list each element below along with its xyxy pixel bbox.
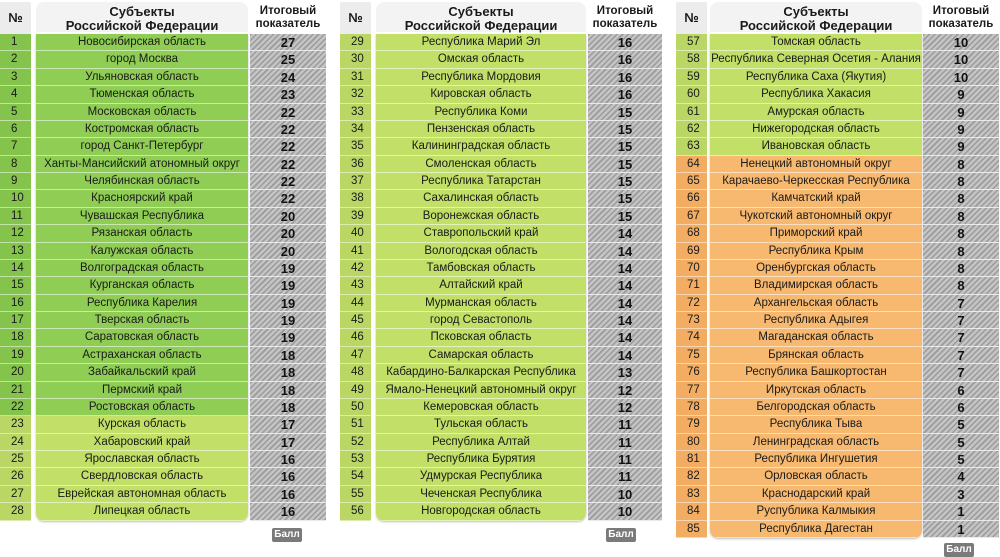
score-value: 16 <box>588 51 662 68</box>
score-unit-label: Балл <box>272 528 302 542</box>
subject-name: Воронежская область <box>376 208 586 225</box>
score-value: 14 <box>588 277 662 294</box>
row-number: 16 <box>0 295 31 312</box>
subject-name: Еврейская автономная область <box>36 486 248 503</box>
row-number: 60 <box>676 86 707 103</box>
score-value: 15 <box>588 104 662 121</box>
subject-name: Руспублика Калмыкия <box>710 503 922 520</box>
row-number: 82 <box>676 468 707 485</box>
row-number: 28 <box>0 503 31 520</box>
subject-name: Республика Северная Осетия - Алания <box>710 51 922 68</box>
score-value: 11 <box>588 468 662 485</box>
score-header <box>588 2 662 34</box>
score-value: 16 <box>588 69 662 86</box>
row-number: 72 <box>676 295 707 312</box>
subject-name: Оренбургская область <box>710 260 922 277</box>
row-number: 14 <box>0 260 31 277</box>
row-number: 79 <box>676 416 707 433</box>
score-value: 8 <box>923 243 999 260</box>
score-header-line: показатель <box>255 18 321 30</box>
row-number: 6 <box>0 121 31 138</box>
row-number: 32 <box>340 86 371 103</box>
subject-name: Республика Дагестан <box>710 521 922 538</box>
score-value: 22 <box>250 121 326 138</box>
score-column <box>923 34 999 538</box>
score-value: 27 <box>250 34 326 51</box>
score-value: 17 <box>250 434 326 451</box>
subject-name: Краснодарский край <box>710 486 922 503</box>
score-column <box>588 34 662 521</box>
score-value: 7 <box>923 312 999 329</box>
score-value: 16 <box>250 468 326 485</box>
row-number: 74 <box>676 329 707 346</box>
score-value: 8 <box>923 156 999 173</box>
score-value: 15 <box>588 156 662 173</box>
subject-name: Астраханская область <box>36 347 248 364</box>
row-number: 40 <box>340 225 371 242</box>
row-number: 39 <box>340 208 371 225</box>
table-block-3 <box>676 0 1000 557</box>
score-value: 12 <box>588 399 662 416</box>
score-value: 10 <box>923 51 999 68</box>
score-value: 4 <box>923 468 999 485</box>
score-value: 15 <box>588 190 662 207</box>
subject-name: Удмурская Республика <box>376 468 586 485</box>
subject-name: Республика Марий Эл <box>376 34 586 51</box>
subject-name: Калужская область <box>36 243 248 260</box>
score-value: 14 <box>588 295 662 312</box>
score-value: 22 <box>250 104 326 121</box>
subject-name: Приморский край <box>710 225 922 242</box>
subject-name: Новосибирская область <box>36 34 248 51</box>
score-value: 8 <box>923 277 999 294</box>
score-value: 11 <box>588 434 662 451</box>
subject-name: Костромская область <box>36 121 248 138</box>
row-number: 43 <box>340 277 371 294</box>
score-header-line: Итоговый <box>596 5 654 17</box>
subject-column <box>36 34 248 521</box>
subject-name: Алтайский край <box>376 277 586 294</box>
row-number: 65 <box>676 173 707 190</box>
subject-name: Ростовская область <box>36 399 248 416</box>
subject-name: Смоленская область <box>376 156 586 173</box>
row-number: 1 <box>0 34 31 51</box>
score-column <box>250 34 326 521</box>
row-number: 20 <box>0 364 31 381</box>
row-number: 61 <box>676 104 707 121</box>
subject-name: Калининградская область <box>376 138 586 155</box>
subject-name: Чукотский автономный округ <box>710 208 922 225</box>
score-value: 19 <box>250 260 326 277</box>
row-number: 23 <box>0 416 31 433</box>
row-number: 13 <box>0 243 31 260</box>
score-value: 10 <box>923 69 999 86</box>
row-number: 33 <box>340 104 371 121</box>
row-number: 17 <box>0 312 31 329</box>
row-number: 77 <box>676 382 707 399</box>
row-number: 85 <box>676 521 707 538</box>
subject-name: Рязанская область <box>36 225 248 242</box>
row-number: 44 <box>340 295 371 312</box>
score-value: 22 <box>250 173 326 190</box>
subject-name: Новгородская область <box>376 503 586 520</box>
subject-header <box>710 2 922 32</box>
row-number: 29 <box>340 34 371 51</box>
row-number: 68 <box>676 225 707 242</box>
subject-name: Ставропольский край <box>376 225 586 242</box>
score-value: 10 <box>923 34 999 51</box>
score-value: 15 <box>588 208 662 225</box>
subject-name: Ленинградская область <box>710 434 922 451</box>
score-value: 15 <box>588 121 662 138</box>
row-number: 4 <box>0 86 31 103</box>
score-value: 19 <box>250 295 326 312</box>
subject-column <box>376 34 586 521</box>
score-value: 5 <box>923 434 999 451</box>
subject-name: город Севастополь <box>376 312 586 329</box>
row-number: 70 <box>676 260 707 277</box>
subject-name: Ненецкий автономный округ <box>710 156 922 173</box>
row-number: 11 <box>0 208 31 225</box>
row-number: 19 <box>0 347 31 364</box>
subject-name: Республика Хакасия <box>710 86 922 103</box>
subject-name: Республика Бурятия <box>376 451 586 468</box>
score-value: 6 <box>923 399 999 416</box>
row-number: 36 <box>340 156 371 173</box>
subject-name: Республика Крым <box>710 243 922 260</box>
table-block-1 <box>0 0 326 557</box>
score-value: 18 <box>250 382 326 399</box>
row-number: 66 <box>676 190 707 207</box>
row-number: 47 <box>340 347 371 364</box>
score-value: 16 <box>250 503 326 520</box>
score-unit-label: Балл <box>606 528 636 542</box>
subject-name: Забайкальский край <box>36 364 248 381</box>
row-number: 51 <box>340 416 371 433</box>
score-header-line: показатель <box>592 18 658 30</box>
subject-header <box>376 2 586 32</box>
score-value: 14 <box>588 347 662 364</box>
subject-name: Республика Татарстан <box>376 173 586 190</box>
row-number: 41 <box>340 243 371 260</box>
score-value: 8 <box>923 190 999 207</box>
score-value: 8 <box>923 225 999 242</box>
row-number: 42 <box>340 260 371 277</box>
subject-name: Республика Тыва <box>710 416 922 433</box>
row-number: 57 <box>676 34 707 51</box>
subject-name: Красноярский край <box>36 190 248 207</box>
score-value: 22 <box>250 138 326 155</box>
row-number: 81 <box>676 451 707 468</box>
row-number: 46 <box>340 329 371 346</box>
score-value: 18 <box>250 399 326 416</box>
row-number: 67 <box>676 208 707 225</box>
subject-header-line: Субъекты <box>448 4 514 19</box>
subject-name: Республика Адыгея <box>710 312 922 329</box>
subject-name: Республика Саха (Якутия) <box>710 69 922 86</box>
subject-name: Владимирская область <box>710 277 922 294</box>
score-header-line: Итоговый <box>259 5 317 17</box>
subject-name: Брянская область <box>710 347 922 364</box>
subject-header-line: Российской Федерации <box>65 18 219 33</box>
subject-name: Курская область <box>36 416 248 433</box>
score-value: 10 <box>588 486 662 503</box>
row-number: 84 <box>676 503 707 520</box>
row-number: 2 <box>0 51 31 68</box>
score-value: 19 <box>250 329 326 346</box>
score-value: 9 <box>923 138 999 155</box>
score-value: 24 <box>250 69 326 86</box>
row-number: 55 <box>340 486 371 503</box>
score-header <box>250 2 326 34</box>
subject-name: Тамбовская область <box>376 260 586 277</box>
score-value: 23 <box>250 86 326 103</box>
row-number: 31 <box>340 69 371 86</box>
number-column <box>340 34 371 521</box>
score-value: 20 <box>250 225 326 242</box>
row-number: 45 <box>340 312 371 329</box>
subject-name: Кемеровская область <box>376 399 586 416</box>
score-value: 12 <box>588 382 662 399</box>
score-value: 11 <box>588 451 662 468</box>
score-value: 25 <box>250 51 326 68</box>
score-value: 16 <box>588 86 662 103</box>
score-value: 16 <box>250 486 326 503</box>
row-number: 22 <box>0 399 31 416</box>
score-value: 9 <box>923 86 999 103</box>
row-number: 38 <box>340 190 371 207</box>
score-value: 19 <box>250 312 326 329</box>
row-number: 52 <box>340 434 371 451</box>
score-value: 3 <box>923 486 999 503</box>
row-number: 50 <box>340 399 371 416</box>
row-number: 73 <box>676 312 707 329</box>
score-value: 9 <box>923 121 999 138</box>
subject-name: Кировская область <box>376 86 586 103</box>
subject-name: Орловская область <box>710 468 922 485</box>
row-number: 34 <box>340 121 371 138</box>
number-column <box>676 34 707 538</box>
row-number: 30 <box>340 51 371 68</box>
subject-name: Нижегородская область <box>710 121 922 138</box>
subject-name: Пензенская область <box>376 121 586 138</box>
subject-name: Сахалинская область <box>376 190 586 207</box>
subject-name: Свердловская область <box>36 468 248 485</box>
subject-name: Саратовская область <box>36 329 248 346</box>
subject-name: Тюменская область <box>36 86 248 103</box>
score-value: 16 <box>588 34 662 51</box>
row-number: 56 <box>340 503 371 520</box>
row-number: 63 <box>676 138 707 155</box>
subject-column <box>710 34 922 538</box>
subject-name: Ивановская область <box>710 138 922 155</box>
row-number: 83 <box>676 486 707 503</box>
subject-name: Белгородская область <box>710 399 922 416</box>
subject-name: город Санкт-Петербург <box>36 138 248 155</box>
row-number: 80 <box>676 434 707 451</box>
subject-name: Республика Башкортостан <box>710 364 922 381</box>
score-value: 7 <box>923 295 999 312</box>
row-number: 71 <box>676 277 707 294</box>
subject-name: Курганская область <box>36 277 248 294</box>
subject-name: Кабардино-Балкарская Республика <box>376 364 586 381</box>
score-value: 7 <box>923 364 999 381</box>
number-header: № <box>0 2 31 34</box>
row-number: 49 <box>340 382 371 399</box>
score-value: 1 <box>923 521 999 538</box>
subject-name: Камчатский край <box>710 190 922 207</box>
score-value: 20 <box>250 243 326 260</box>
subject-name: Пермский край <box>36 382 248 399</box>
score-value: 14 <box>588 312 662 329</box>
subject-header-line: Российской Федерации <box>739 18 893 33</box>
score-value: 14 <box>588 243 662 260</box>
score-value: 18 <box>250 347 326 364</box>
row-number: 69 <box>676 243 707 260</box>
row-number: 53 <box>340 451 371 468</box>
score-value: 8 <box>923 260 999 277</box>
row-number: 26 <box>0 468 31 485</box>
number-header: № <box>340 2 371 34</box>
row-number: 25 <box>0 451 31 468</box>
row-number: 35 <box>340 138 371 155</box>
subject-name: город Москва <box>36 51 248 68</box>
score-value: 14 <box>588 225 662 242</box>
row-number: 9 <box>0 173 31 190</box>
subject-name: Ульяновская область <box>36 69 248 86</box>
subject-name: Республика Мордовия <box>376 69 586 86</box>
row-number: 62 <box>676 121 707 138</box>
score-value: 16 <box>250 451 326 468</box>
row-number: 64 <box>676 156 707 173</box>
subject-name: Хабаровский край <box>36 434 248 451</box>
score-value: 20 <box>250 208 326 225</box>
score-header-line: Итоговый <box>932 5 990 17</box>
score-value: 1 <box>923 503 999 520</box>
score-value: 8 <box>923 208 999 225</box>
row-number: 76 <box>676 364 707 381</box>
score-value: 14 <box>588 329 662 346</box>
score-value: 15 <box>588 173 662 190</box>
subject-name: Ямало-Ненецкий автономный округ <box>376 382 586 399</box>
score-value: 18 <box>250 364 326 381</box>
row-number: 3 <box>0 69 31 86</box>
subject-name: Самарская область <box>376 347 586 364</box>
row-number: 18 <box>0 329 31 346</box>
subject-name: Челябинская область <box>36 173 248 190</box>
score-value: 14 <box>588 260 662 277</box>
row-number: 5 <box>0 104 31 121</box>
row-number: 24 <box>0 434 31 451</box>
score-value: 22 <box>250 156 326 173</box>
row-number: 15 <box>0 277 31 294</box>
subject-header <box>36 2 248 32</box>
row-number: 54 <box>340 468 371 485</box>
row-number: 8 <box>0 156 31 173</box>
subject-name: Республика Коми <box>376 104 586 121</box>
row-number: 75 <box>676 347 707 364</box>
subject-name: Ярославская область <box>36 451 248 468</box>
score-value: 9 <box>923 104 999 121</box>
row-number: 59 <box>676 69 707 86</box>
subject-name: Томская область <box>710 34 922 51</box>
row-number: 48 <box>340 364 371 381</box>
score-value: 5 <box>923 416 999 433</box>
score-value: 7 <box>923 329 999 346</box>
subject-name: Архангельская область <box>710 295 922 312</box>
subject-name: Липецкая область <box>36 503 248 520</box>
row-number: 58 <box>676 51 707 68</box>
score-unit-label: Балл <box>944 543 974 557</box>
subject-name: Тульская область <box>376 416 586 433</box>
subject-header-line: Российской Федерации <box>404 18 558 33</box>
score-value: 17 <box>250 416 326 433</box>
score-value: 19 <box>250 277 326 294</box>
row-number: 10 <box>0 190 31 207</box>
subject-name: Иркутская область <box>710 382 922 399</box>
score-value: 5 <box>923 451 999 468</box>
subject-name: Республика Карелия <box>36 295 248 312</box>
subject-name: Республика Алтай <box>376 434 586 451</box>
subject-header-line: Субъекты <box>783 4 849 19</box>
subject-name: Чувашская Республика <box>36 208 248 225</box>
subject-name: Магаданская область <box>710 329 922 346</box>
row-number: 78 <box>676 399 707 416</box>
subject-name: Волгоградская область <box>36 260 248 277</box>
subject-name: Тверская область <box>36 312 248 329</box>
subject-name: Амурская область <box>710 104 922 121</box>
row-number: 37 <box>340 173 371 190</box>
subject-header-line: Субъекты <box>109 4 175 19</box>
subject-name: Карачаево-Черкесская Республика <box>710 173 922 190</box>
row-number: 21 <box>0 382 31 399</box>
score-value: 13 <box>588 364 662 381</box>
score-value: 11 <box>588 416 662 433</box>
subject-name: Московская область <box>36 104 248 121</box>
subject-name: Чеченская Республика <box>376 486 586 503</box>
subject-name: Омская область <box>376 51 586 68</box>
subject-name: Республика Ингушетия <box>710 451 922 468</box>
number-column <box>0 34 31 521</box>
row-number: 7 <box>0 138 31 155</box>
score-value: 8 <box>923 173 999 190</box>
subject-name: Вологодская область <box>376 243 586 260</box>
score-header-line: показатель <box>928 18 994 30</box>
row-number: 27 <box>0 486 31 503</box>
score-value: 22 <box>250 190 326 207</box>
subject-name: Ханты-Мансийский атономный округ <box>36 156 248 173</box>
subject-name: Псковская область <box>376 329 586 346</box>
score-header <box>923 2 999 34</box>
subject-name: Мурманская область <box>376 295 586 312</box>
score-value: 7 <box>923 347 999 364</box>
score-value: 15 <box>588 138 662 155</box>
number-header: № <box>676 2 707 34</box>
row-number: 12 <box>0 225 31 242</box>
score-value: 6 <box>923 382 999 399</box>
score-value: 10 <box>588 503 662 520</box>
